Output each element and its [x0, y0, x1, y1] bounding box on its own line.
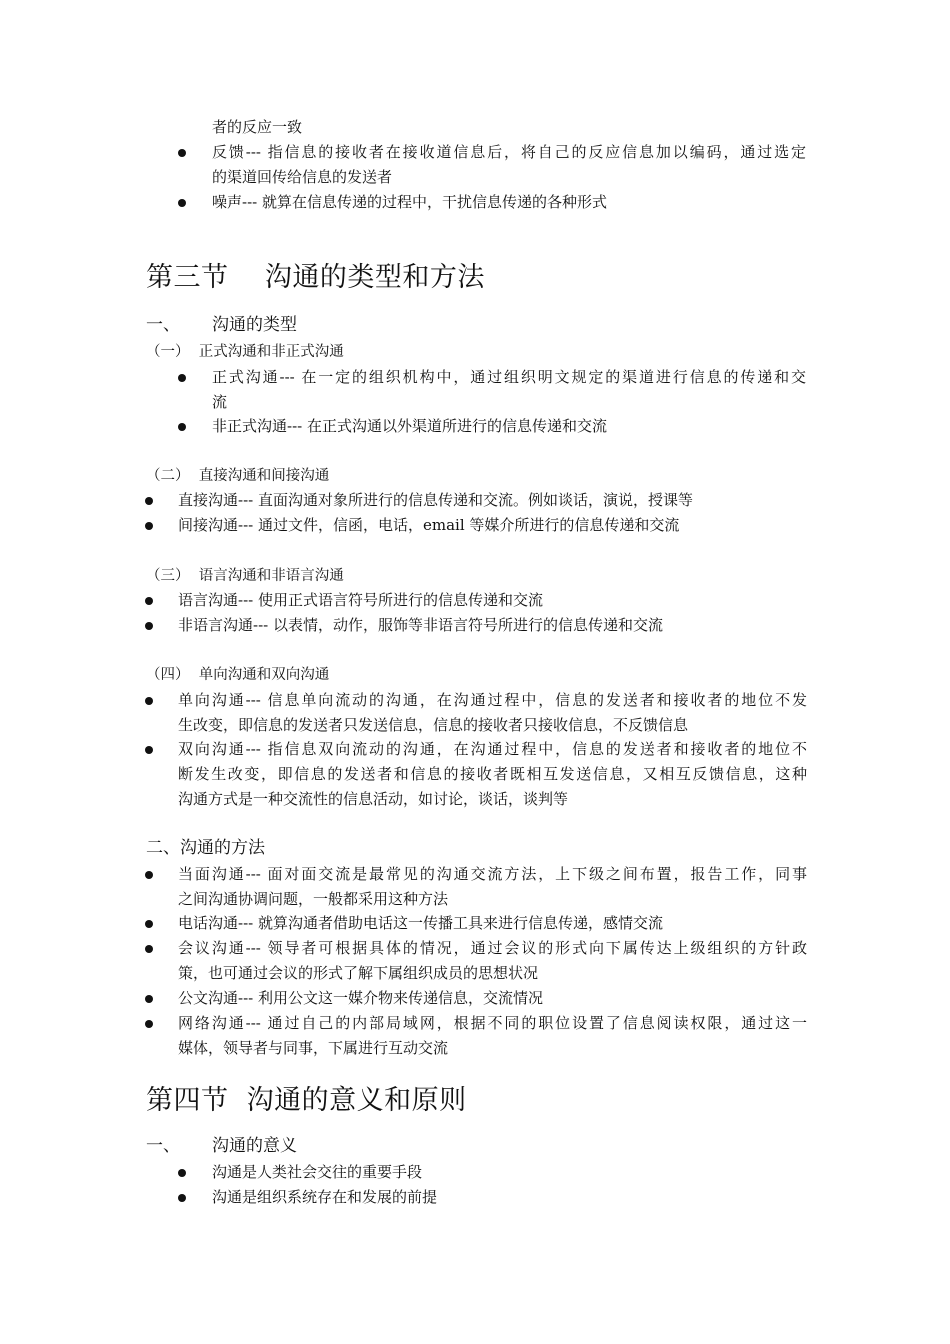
bullet-icon: [178, 149, 186, 157]
bullet-icon: [178, 199, 186, 207]
subheading: （二） 直接沟通和间接沟通: [146, 468, 330, 484]
list-item-text: 流: [212, 393, 228, 411]
bullet-icon: [145, 597, 153, 605]
subheading: （三） 语言沟通和非语言沟通: [146, 568, 344, 584]
list-item-text: 网络沟通--- 通过自己的内部局域网，根据不同的职位设置了信息阅读权限，通过这一: [178, 1014, 807, 1032]
continuation-line: 者的反应一致: [212, 118, 303, 136]
bullet-icon: [145, 995, 153, 1003]
subheading: （一） 正式沟通和非正式沟通: [146, 344, 344, 360]
bullet-icon: [145, 522, 153, 530]
bullet-icon: [145, 920, 153, 928]
bullet-icon: [145, 871, 153, 879]
heading-part-1: [146, 312, 297, 338]
bullet-icon: [145, 697, 153, 705]
list-item-text: 正式沟通--- 在一定的组织机构中，通过组织明文规定的渠道进行信息的传递和交: [212, 368, 806, 386]
list-item-text: 之间沟通协调问题，一般都采用这种方法: [178, 890, 449, 908]
list-item-text: 公文沟通--- 利用公文这一媒介物来传递信息，交流情况: [178, 989, 543, 1007]
bullet-icon: [178, 423, 186, 431]
list-item-text: 生改变，即信息的发送者只发送信息，信息的接收者只接收信息，不反馈信息: [178, 716, 689, 734]
list-item-text: 断发生改变，即信息的发送者和信息的接收者既相互发送信息，又相互反馈信息，这种: [178, 765, 807, 783]
heading-part-1: [146, 1133, 297, 1159]
list-item-text: 语言沟通--- 使用正式语言符号所进行的信息传递和交流: [178, 591, 543, 609]
list-item-text: 间接沟通--- 通过文件，信函，电话，email 等媒介所进行的信息传递和交流: [178, 516, 680, 534]
list-item-text: 反馈--- 指信息的接收者在接收道信息后，将自己的反应信息加以编码，通过选定: [212, 143, 806, 161]
heading-text: 沟通的意义: [212, 1136, 297, 1156]
list-item-text: 沟通是组织系统存在和发展的前提: [212, 1188, 438, 1206]
list-item-text: 会议沟通--- 领导者可根据具体的情况，通过会议的形式向下属传达上级组织的方针政: [178, 939, 807, 957]
bullet-icon: [145, 945, 153, 953]
list-item-text: 非正式沟通--- 在正式沟通以外渠道所进行的信息传递和交流: [212, 417, 607, 435]
bullet-icon: [178, 1169, 186, 1177]
bullet-icon: [145, 622, 153, 630]
heading-number: 一、: [146, 315, 180, 335]
heading-number: 一、: [146, 1136, 180, 1156]
bullet-icon: [178, 1194, 186, 1202]
section-title: 第四节 沟通的意义和原则: [146, 1085, 467, 1116]
subheading: （四） 单向沟通和双向沟通: [146, 667, 330, 683]
list-item-text: 电话沟通--- 就算沟通者借助电话这一传播工具来进行信息传递，感情交流: [178, 914, 663, 932]
list-item-text: 的渠道回传给信息的发送者: [212, 168, 393, 186]
list-item-text: 直接沟通--- 直面沟通对象所进行的信息传递和交流。例如谈话，演说，授课等: [178, 491, 693, 509]
list-item-text: 沟通方式是一种交流性的信息活动，如讨论，谈话，谈判等: [178, 790, 569, 808]
list-item-text: 噪声--- 就算在信息传递的过程中，干扰信息传递的各种形式: [212, 193, 607, 211]
list-item-text: 当面沟通--- 面对面交流是最常见的沟通交流方法，上下级之间布置，报告工作，同事: [178, 865, 807, 883]
list-item-text: 双向沟通--- 指信息双向流动的沟通，在沟通过程中，信息的发送者和接收者的地位不: [178, 740, 807, 758]
heading-text: 沟通的类型: [212, 315, 297, 335]
bullet-icon: [145, 497, 153, 505]
heading-part-2: 二、沟通的方法: [146, 838, 265, 858]
bullet-icon: [178, 374, 186, 382]
list-item-text: 媒体，领导者与同事，下属进行互动交流: [178, 1039, 449, 1057]
bullet-icon: [145, 1020, 153, 1028]
list-item-text: 沟通是人类社会交往的重要手段: [212, 1163, 423, 1181]
bullet-icon: [145, 746, 153, 754]
list-item-text: 非语言沟通--- 以表情，动作，服饰等非语言符号所进行的信息传递和交流: [178, 616, 663, 634]
section-title: 第三节 沟通的类型和方法: [146, 262, 485, 293]
list-item-text: 单向沟通--- 信息单向流动的沟通，在沟通过程中，信息的发送者和接收者的地位不发: [178, 691, 807, 709]
list-item-text: 策，也可通过会议的形式了解下属组织成员的思想状况: [178, 964, 539, 982]
